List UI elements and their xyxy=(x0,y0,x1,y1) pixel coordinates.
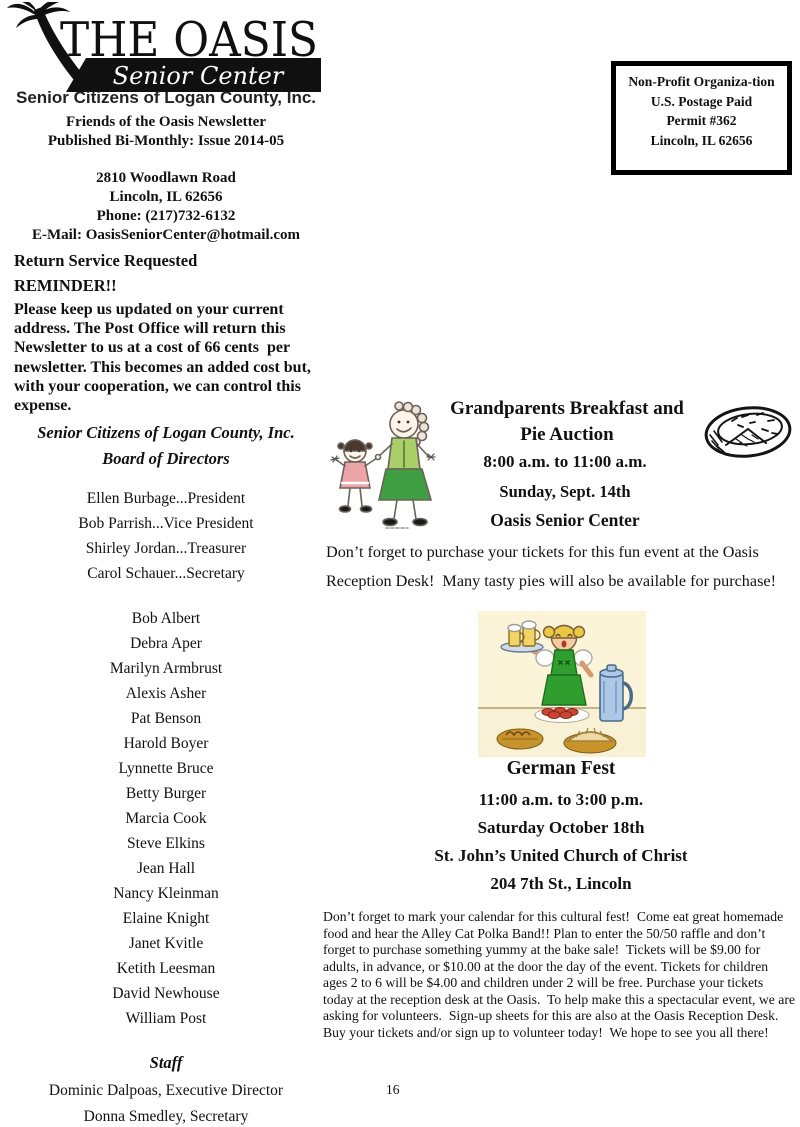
postage-permit-box xyxy=(611,61,792,175)
german-fest-clipart xyxy=(478,611,646,757)
board-officer: Shirley Jordan...Treasurer xyxy=(85,540,247,557)
board-officer: Ellen Burbage...President xyxy=(86,490,246,507)
german-fest-time: 11:00 a.m. to 3:00 p.m. xyxy=(478,790,644,809)
postage-line: Permit #362 xyxy=(666,113,737,128)
german-fest-date: Saturday October 18th xyxy=(477,818,645,837)
postage-line: Non-Profit Organiza-tion xyxy=(628,74,775,89)
board-member: Harold Boyer xyxy=(123,735,209,752)
board-member: Steve Elkins xyxy=(127,835,205,852)
board-member: Ketith Leesman xyxy=(116,960,216,977)
address-block xyxy=(0,169,332,245)
postage-permit-lines xyxy=(616,66,787,150)
board-member: Lynnette Bruce xyxy=(118,760,214,777)
phone-line: Phone: (217)732-6132 xyxy=(96,208,236,224)
grandparents-title-line1: Grandparents Breakfast and xyxy=(450,398,684,419)
german-fest-location-line2: 204 7th St., Lincoln xyxy=(490,874,632,893)
masthead-line2: Published Bi-Monthly: Issue 2014-05 xyxy=(47,133,285,149)
postage-line: Lincoln, IL 62656 xyxy=(650,132,753,148)
org-name-subtitle: Senior Citizens of Logan County, Inc. xyxy=(15,88,317,107)
board-section-title: Board of Directors xyxy=(102,449,230,468)
board-member: Alexis Asher xyxy=(125,685,207,702)
grandparents-event-title xyxy=(397,396,737,448)
postage-line: U.S. Postage Paid xyxy=(650,93,753,109)
board-member: William Post xyxy=(125,1010,207,1027)
address-update-notice: Please keep us updated on your current address. The Post Office will return this Newsletter to us at a cost of 66 cents per newsletter. This becomes an added cost but, with your cooperation, we can control this expense. xyxy=(14,301,315,415)
board-member: Marcia Cook xyxy=(125,810,207,827)
newsletter-masthead xyxy=(0,113,332,151)
reminder-heading: REMINDER!! xyxy=(14,276,117,295)
board-member: Bob Albert xyxy=(131,610,201,627)
staff-list xyxy=(0,1078,332,1127)
logo-title: THE OASIS xyxy=(60,12,318,68)
board-member: Jean Hall xyxy=(136,860,196,877)
board-member: Pat Benson xyxy=(130,710,202,727)
board-member: Janet Kvitle xyxy=(128,935,204,952)
return-service-label: Return Service Requested xyxy=(14,251,198,270)
grandparents-event-date: Sunday, Sept. 14th xyxy=(499,482,631,501)
oasis-logo xyxy=(6,2,321,96)
board-officer: Bob Parrish...Vice President xyxy=(78,515,254,532)
board-member: Debra Aper xyxy=(130,635,202,652)
board-officers-list xyxy=(0,486,332,586)
staff-member: Donna Smedley, Secretary xyxy=(83,1107,249,1125)
board-member: Elaine Knight xyxy=(122,910,210,927)
staff-section-title: Staff xyxy=(149,1053,183,1072)
address-street: 2810 Woodlawn Road xyxy=(96,170,236,186)
board-officer: Carol Schauer...Secretary xyxy=(87,565,245,582)
staff-member: Dominic Dalpoas, Executive Director xyxy=(48,1082,284,1099)
address-city: Lincoln, IL 62656 xyxy=(109,189,223,205)
german-fest-description: Don’t forget to mark your calendar for this cultural fest! Come eat great homemade food and hear the Alley Cat Polka Band!! Plan to enter the 50/50 raffle and don’t forget to purchase something yummy at the bake sale! Tickets will be $9.00 for adults, in advance, or $10.00 at the door the day of the event. Tickets for children ages 2 to 6 will be $4.00 and children under 2 will be free. Purchase your tickets today at the reception desk at the Oasis. To help make this a spectacular event, we are asking for volunteers. Sign-up sheets for this are also at the Oasis Reception Desk. Buy your tickets and/or sign up to volunteer today! We hope to see you all there! xyxy=(323,909,799,1040)
board-member: Marilyn Armbrust xyxy=(109,660,223,677)
logo-script: Senior Center xyxy=(112,62,284,90)
board-member: Nancy Kleinman xyxy=(113,885,219,902)
german-fest-title: German Fest xyxy=(506,758,616,779)
board-member: Betty Burger xyxy=(125,785,207,802)
email-line: E-Mail: OasisSeniorCenter@hotmail.com xyxy=(31,227,301,243)
grandparents-event-description: Don’t forget to purchase your tickets for this fun event at the Oasis Reception Desk! Many tasty pies will also be available for purchase! xyxy=(326,543,776,590)
masthead-line1: Friends of the Oasis Newsletter xyxy=(66,114,266,130)
grandparents-event-location: Oasis Senior Center xyxy=(490,510,640,530)
board-org-title: Senior Citizens of Logan County, Inc. xyxy=(37,423,295,442)
grandparents-title-line2: Pie Auction xyxy=(520,424,614,445)
board-member: David Newhouse xyxy=(112,985,220,1002)
grandparents-event-time: 8:00 a.m. to 11:00 a.m. xyxy=(483,452,647,471)
page-number: 16 xyxy=(386,1082,400,1097)
board-members-list xyxy=(0,606,332,1031)
german-fest-location-line1: St. John’s United Church of Christ xyxy=(434,846,688,865)
